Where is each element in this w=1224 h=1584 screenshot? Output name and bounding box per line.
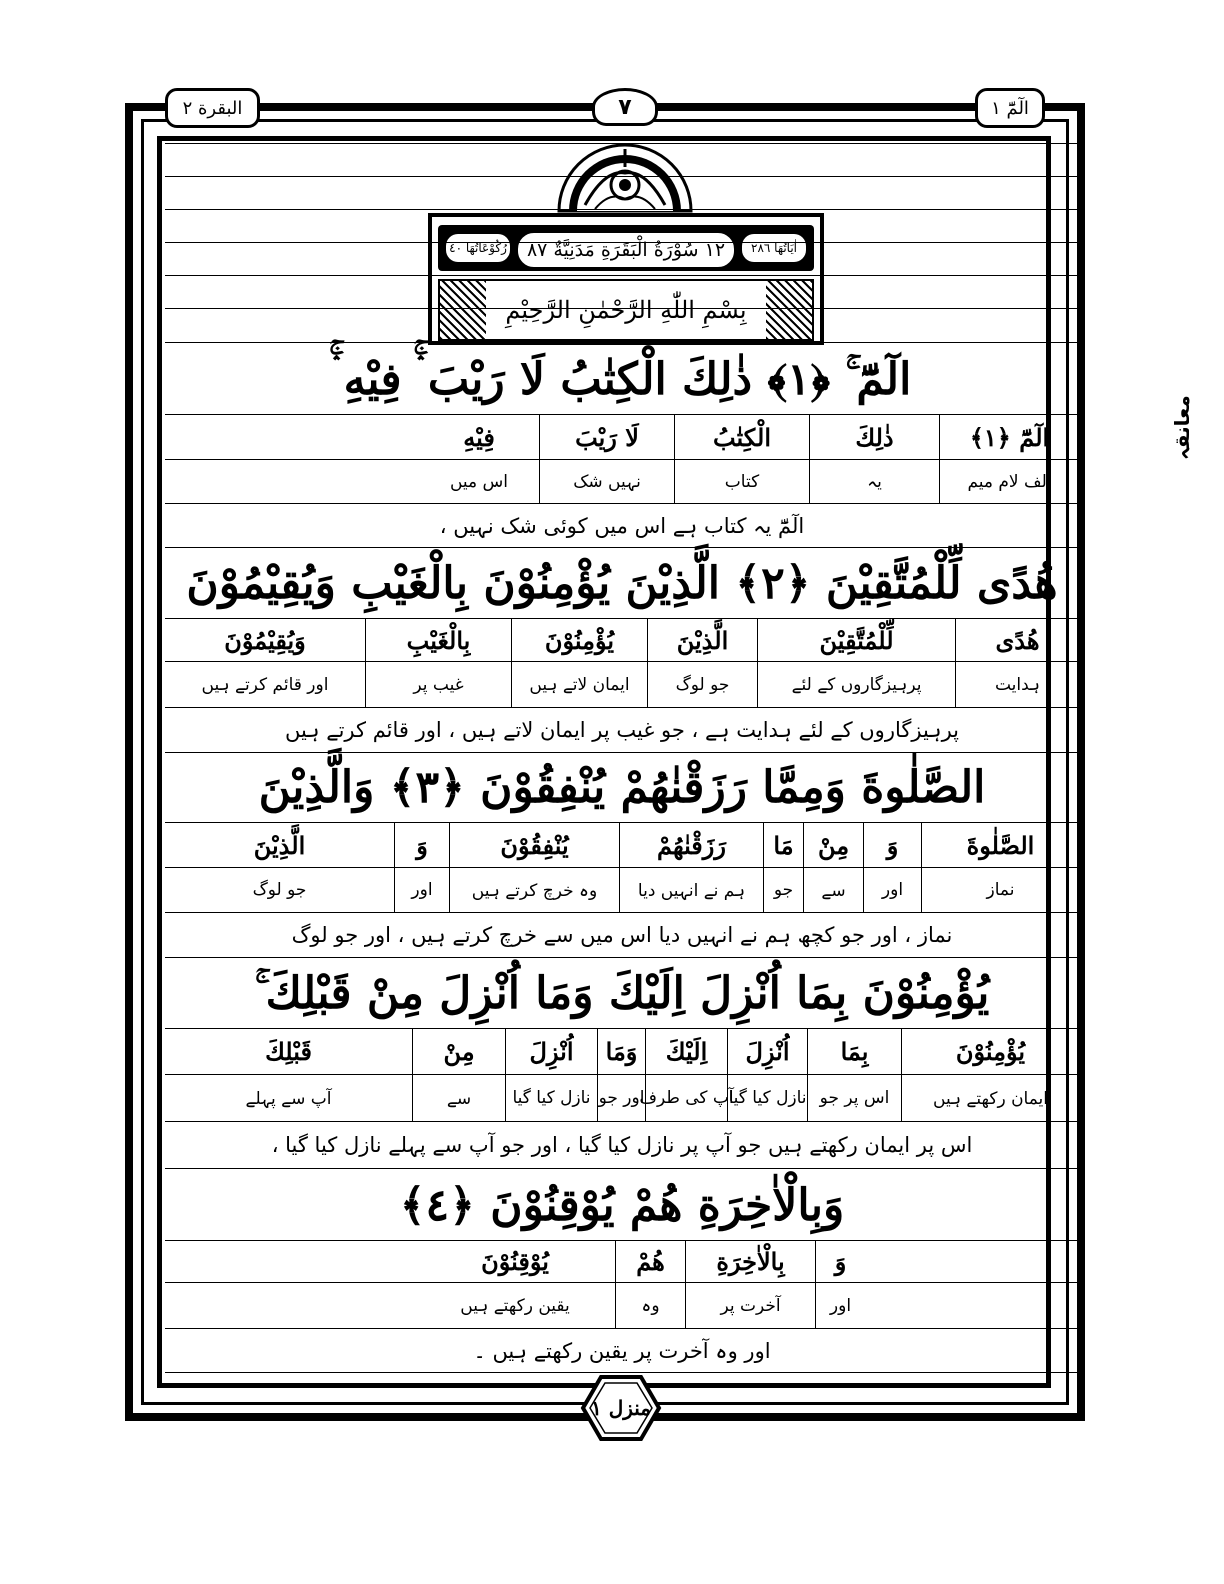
word-cell: مَا bbox=[763, 823, 803, 867]
meaning-cell: یقین رکھتے ہیں bbox=[460, 1296, 570, 1316]
surah-title: ١٢ سُوْرَةُ الْبَقَرَةِ مَدَنِيَّةٌ ٨٧ bbox=[516, 231, 736, 269]
word-cell: الَّذِيْنَ bbox=[647, 619, 757, 661]
word-cell: وَ bbox=[815, 1241, 865, 1282]
word-cell: يُوْقِنُوْنَ bbox=[481, 1247, 549, 1276]
word-cell: لِّلْمُتَّقِيْنَ bbox=[757, 619, 955, 661]
meaning-cell: ایمان لاتے ہیں bbox=[511, 662, 647, 707]
word-cell: هُدًى bbox=[955, 619, 1079, 661]
word-cell: يُنْفِقُوْنَ bbox=[449, 823, 619, 867]
meaning-cell: ہم نے انہیں دیا bbox=[619, 868, 763, 912]
meaning-cell: اس میں bbox=[449, 471, 509, 492]
word-cell: وَيُقِيْمُوْنَ bbox=[224, 625, 306, 655]
word-cell: فِيْهِ bbox=[463, 422, 495, 452]
meaning-cell: پرہیزگاروں کے لئے bbox=[757, 662, 955, 707]
word-cell: اُنْزِلَ bbox=[727, 1029, 807, 1074]
word-cell: بِالْاٰخِرَةِ bbox=[685, 1241, 815, 1282]
meaning-row-4 bbox=[165, 1075, 1079, 1121]
ornament-right-icon bbox=[766, 281, 812, 339]
word-cell: وَ bbox=[394, 823, 449, 867]
rukus-count: رُكُوْعَاتُهَا ٤٠ bbox=[446, 234, 510, 262]
surah-title-band bbox=[438, 225, 814, 271]
word-cell: وَمَا bbox=[597, 1029, 645, 1074]
word-row-5 bbox=[285, 1241, 865, 1282]
meaning-row-3 bbox=[165, 868, 1079, 912]
meaning-cell: آپ سے پہلے bbox=[245, 1088, 332, 1109]
word-cell: يُؤْمِنُوْنَ bbox=[901, 1029, 1079, 1074]
word-cell: قَبْلِكَ bbox=[265, 1037, 312, 1066]
word-cell: بِالْغَيْبِ bbox=[365, 619, 511, 661]
meaning-cell: اور bbox=[815, 1283, 865, 1328]
ayat-count: اٰيَاتُهَا ٢٨٦ bbox=[742, 234, 806, 262]
word-cell: رَزَقْنٰهُمْ bbox=[619, 823, 763, 867]
meaning-cell: وہ خرچ کرتے ہیں bbox=[449, 868, 619, 912]
word-cell: بِمَا bbox=[807, 1029, 901, 1074]
meaning-cell: اور قائم کرتے ہیں bbox=[201, 675, 329, 695]
ayah-4: يُؤْمِنُوْنَ بِمَا اُنْزِلَ اِلَيْكَ وَمَا اُنْزِلَ مِنْ قَبْلِكَ ۚ bbox=[254, 967, 990, 1019]
word-cell: هُمْ bbox=[615, 1241, 685, 1282]
meaning-cell: اور جو bbox=[597, 1075, 645, 1121]
surah-name-tab: البقرة ٢ bbox=[165, 88, 260, 128]
word-cell: مِنْ bbox=[803, 823, 863, 867]
ayah-5: وَبِالْاٰخِرَةِ هُمْ يُوْقِنُوْنَ ﴿٤﴾ bbox=[399, 1179, 845, 1231]
word-cell: الٓمّٓ ﴿١﴾ bbox=[939, 415, 1079, 459]
dome-ornament-icon bbox=[555, 139, 695, 211]
surah-heading bbox=[428, 213, 824, 345]
meaning-cell: غیب پر bbox=[365, 662, 511, 707]
bismillah: بِسْمِ اللّٰهِ الرَّحْمٰنِ الرَّحِيْمِ bbox=[505, 296, 747, 324]
word-cell: الَّذِيْنَ bbox=[253, 830, 306, 860]
word-cell: الصَّلٰوةَ bbox=[921, 823, 1079, 867]
meaning-row-1 bbox=[165, 460, 1079, 503]
word-row-4 bbox=[165, 1029, 1079, 1074]
word-cell: مِنْ bbox=[412, 1029, 505, 1074]
meaning-cell: اور bbox=[863, 868, 921, 912]
meaning-cell: سے bbox=[803, 868, 863, 912]
word-row-2 bbox=[165, 619, 1079, 661]
juz-name-tab: الٓمّٓ ١ bbox=[975, 88, 1045, 128]
meaning-cell: جو bbox=[763, 868, 803, 912]
translation-1: الٓمّٓ یہ کتاب ہے اس میں کوئی شک نہیں ، bbox=[439, 513, 805, 538]
meaning-cell: نہیں شک bbox=[539, 460, 674, 503]
word-cell: اِلَيْكَ bbox=[645, 1029, 727, 1074]
word-cell: يُؤْمِنُوْنَ bbox=[511, 619, 647, 661]
meaning-cell: ایمان رکھتے ہیں bbox=[901, 1075, 1079, 1121]
bismillah-band bbox=[438, 279, 814, 341]
meaning-cell: یہ bbox=[809, 460, 939, 503]
ayah-1: الٓمّٓ ۚ ﴿١﴾ ذٰلِكَ الْكِتٰبُ لَا رَيْبَ ۛۚ فِيْهِ ۛۚ bbox=[332, 353, 912, 405]
meaning-cell: آپ کی طرف bbox=[645, 1075, 727, 1121]
meaning-cell: نازل کیا گیا bbox=[505, 1075, 597, 1121]
meaning-cell: اس پر جو bbox=[807, 1075, 901, 1121]
translation-4: اس پر ایمان رکھتے ہیں جو آپ پر نازل کیا گیا ، اور جو آپ سے پہلے نازل کیا گیا ، bbox=[271, 1133, 973, 1157]
word-cell: الْكِتٰبُ bbox=[674, 415, 809, 459]
meaning-cell: نازل کیا گیا bbox=[727, 1075, 807, 1121]
word-cell: لَا رَيْبَ bbox=[539, 415, 674, 459]
word-cell: وَ bbox=[863, 823, 921, 867]
meaning-cell: الف لام میم bbox=[939, 460, 1079, 503]
manzil-label: منزل ١ bbox=[590, 1396, 652, 1420]
meaning-cell: کتاب bbox=[674, 460, 809, 503]
meaning-cell: آخرت پر bbox=[685, 1283, 815, 1328]
margin-note: معانقہ bbox=[1170, 395, 1194, 460]
meaning-cell: ہدایت bbox=[955, 662, 1079, 707]
meaning-cell: نماز bbox=[921, 868, 1079, 912]
page-number: ٧ bbox=[592, 88, 658, 126]
ornament-left-icon bbox=[440, 281, 486, 339]
word-row-1 bbox=[165, 415, 1079, 459]
meaning-cell: اور bbox=[394, 868, 449, 912]
word-row-3 bbox=[165, 823, 1079, 867]
translation-5: اور وہ آخرت پر یقین رکھتے ہیں ۔ bbox=[473, 1338, 771, 1363]
meaning-cell: سے bbox=[412, 1075, 505, 1121]
translation-3: نماز ، اور جو کچھ ہم نے انہیں دیا اس میں سے خرچ کرتے ہیں ، اور جو لوگ bbox=[291, 923, 953, 947]
ayah-2: هُدًى لِّلْمُتَّقِيْنَ ﴿٢﴾ الَّذِيْنَ يُؤْمِنُوْنَ بِالْغَيْبِ وَيُقِيْمُوْنَ bbox=[186, 557, 1058, 609]
word-cell: اُنْزِلَ bbox=[505, 1029, 597, 1074]
translation-2: پرہیزگاروں کے لئے ہدایت ہے ، جو غیب پر ایمان لاتے ہیں ، اور قائم کرتے ہیں bbox=[284, 718, 960, 742]
meaning-cell: جو لوگ bbox=[647, 662, 757, 707]
meaning-row-2 bbox=[165, 662, 1079, 707]
meaning-cell: جو لوگ bbox=[252, 880, 307, 900]
word-cell: ذٰلِكَ bbox=[809, 415, 939, 459]
meaning-cell: وہ bbox=[615, 1283, 685, 1328]
meaning-row-5 bbox=[285, 1283, 865, 1328]
ayah-3: الصَّلٰوةَ وَمِمَّا رَزَقْنٰهُمْ يُنْفِقُوْنَ ﴿٣﴾ وَالَّذِيْنَ bbox=[258, 761, 986, 813]
